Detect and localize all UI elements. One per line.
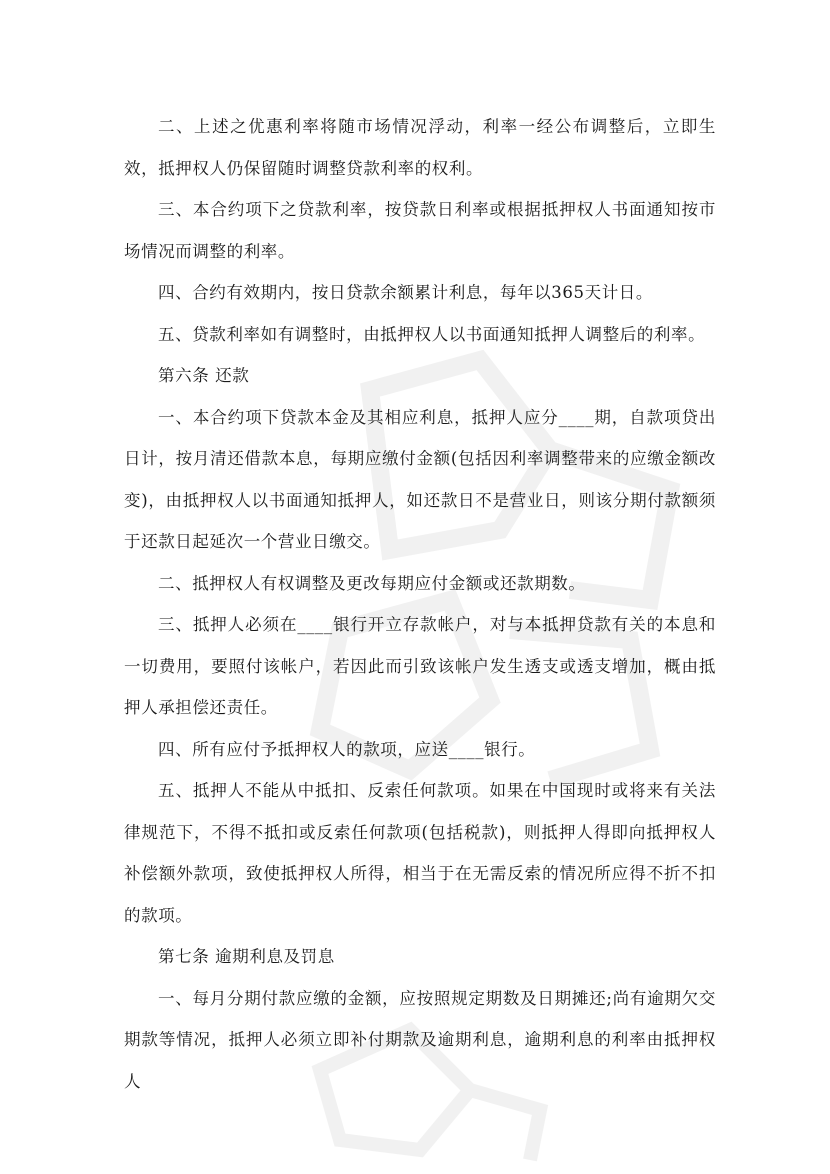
paragraph: 二、抵押权人有权调整及更改每期应付金额或还款期数。 bbox=[158, 573, 586, 593]
paragraph: 四、所有应付予抵押权人的款项，应送____银行。 bbox=[158, 739, 536, 759]
paragraph: 三、本合约项下之贷款利率，按贷款日利率或根据抵押权人书面通知按市场情况而调整的利率。 bbox=[124, 200, 716, 261]
document-body bbox=[124, 106, 716, 1102]
paragraph: 五、贷款利率如有调整时，由抵押权人以书面通知抵押人调整后的利率。 bbox=[158, 324, 706, 344]
section-heading: 第七条 逾期利息及罚息 bbox=[158, 947, 335, 966]
paragraph: 一、本合约项下贷款本金及其相应利息，抵押人应分____期，自款项贷出日计，按月清还借款本息，每期应缴付金额(包括因利率调整带来的应缴金额改变)，由抵押权人以书面通知抵押人，如还款日不是营业日，则该分期付款额须于还款日起延次一个营业日缴交。 bbox=[124, 407, 716, 551]
paragraph: 一、每月分期付款应缴的金额，应按照规定期数及日期摊还;尚有逾期欠交期款等情况，抵押人必须立即补付期款及逾期利息，逾期利息的利率由抵押权人 bbox=[124, 988, 716, 1091]
paragraph: 三、抵押人必须在____银行开立存款帐户，对与本抵押贷款有关的本息和一切费用，要照付该帐户，若因此而引致该帐户发生透支或透支增加，概由抵押人承担偿还责任。 bbox=[124, 615, 716, 717]
paragraph: 五、抵押人不能从中抵扣、反索任何款项。如果在中国现时或将来有关法律规范下，不得不抵扣或反索任何款项(包括税款)，则抵押人得即向抵押权人补偿额外款项，致使抵押权人所得，相当于在无需反索的情况所应得不折不扣的款项。 bbox=[124, 781, 716, 925]
paragraph: 四、合约有效期内，按日贷款余额累计利息，每年以365天计日。 bbox=[158, 283, 653, 302]
section-heading: 第六条 还款 bbox=[158, 366, 250, 385]
paragraph: 二、上述之优惠利率将随市场情况浮动，利率一经公布调整后，立即生效，抵押权人仍保留随时调整贷款利率的权利。 bbox=[124, 117, 716, 178]
